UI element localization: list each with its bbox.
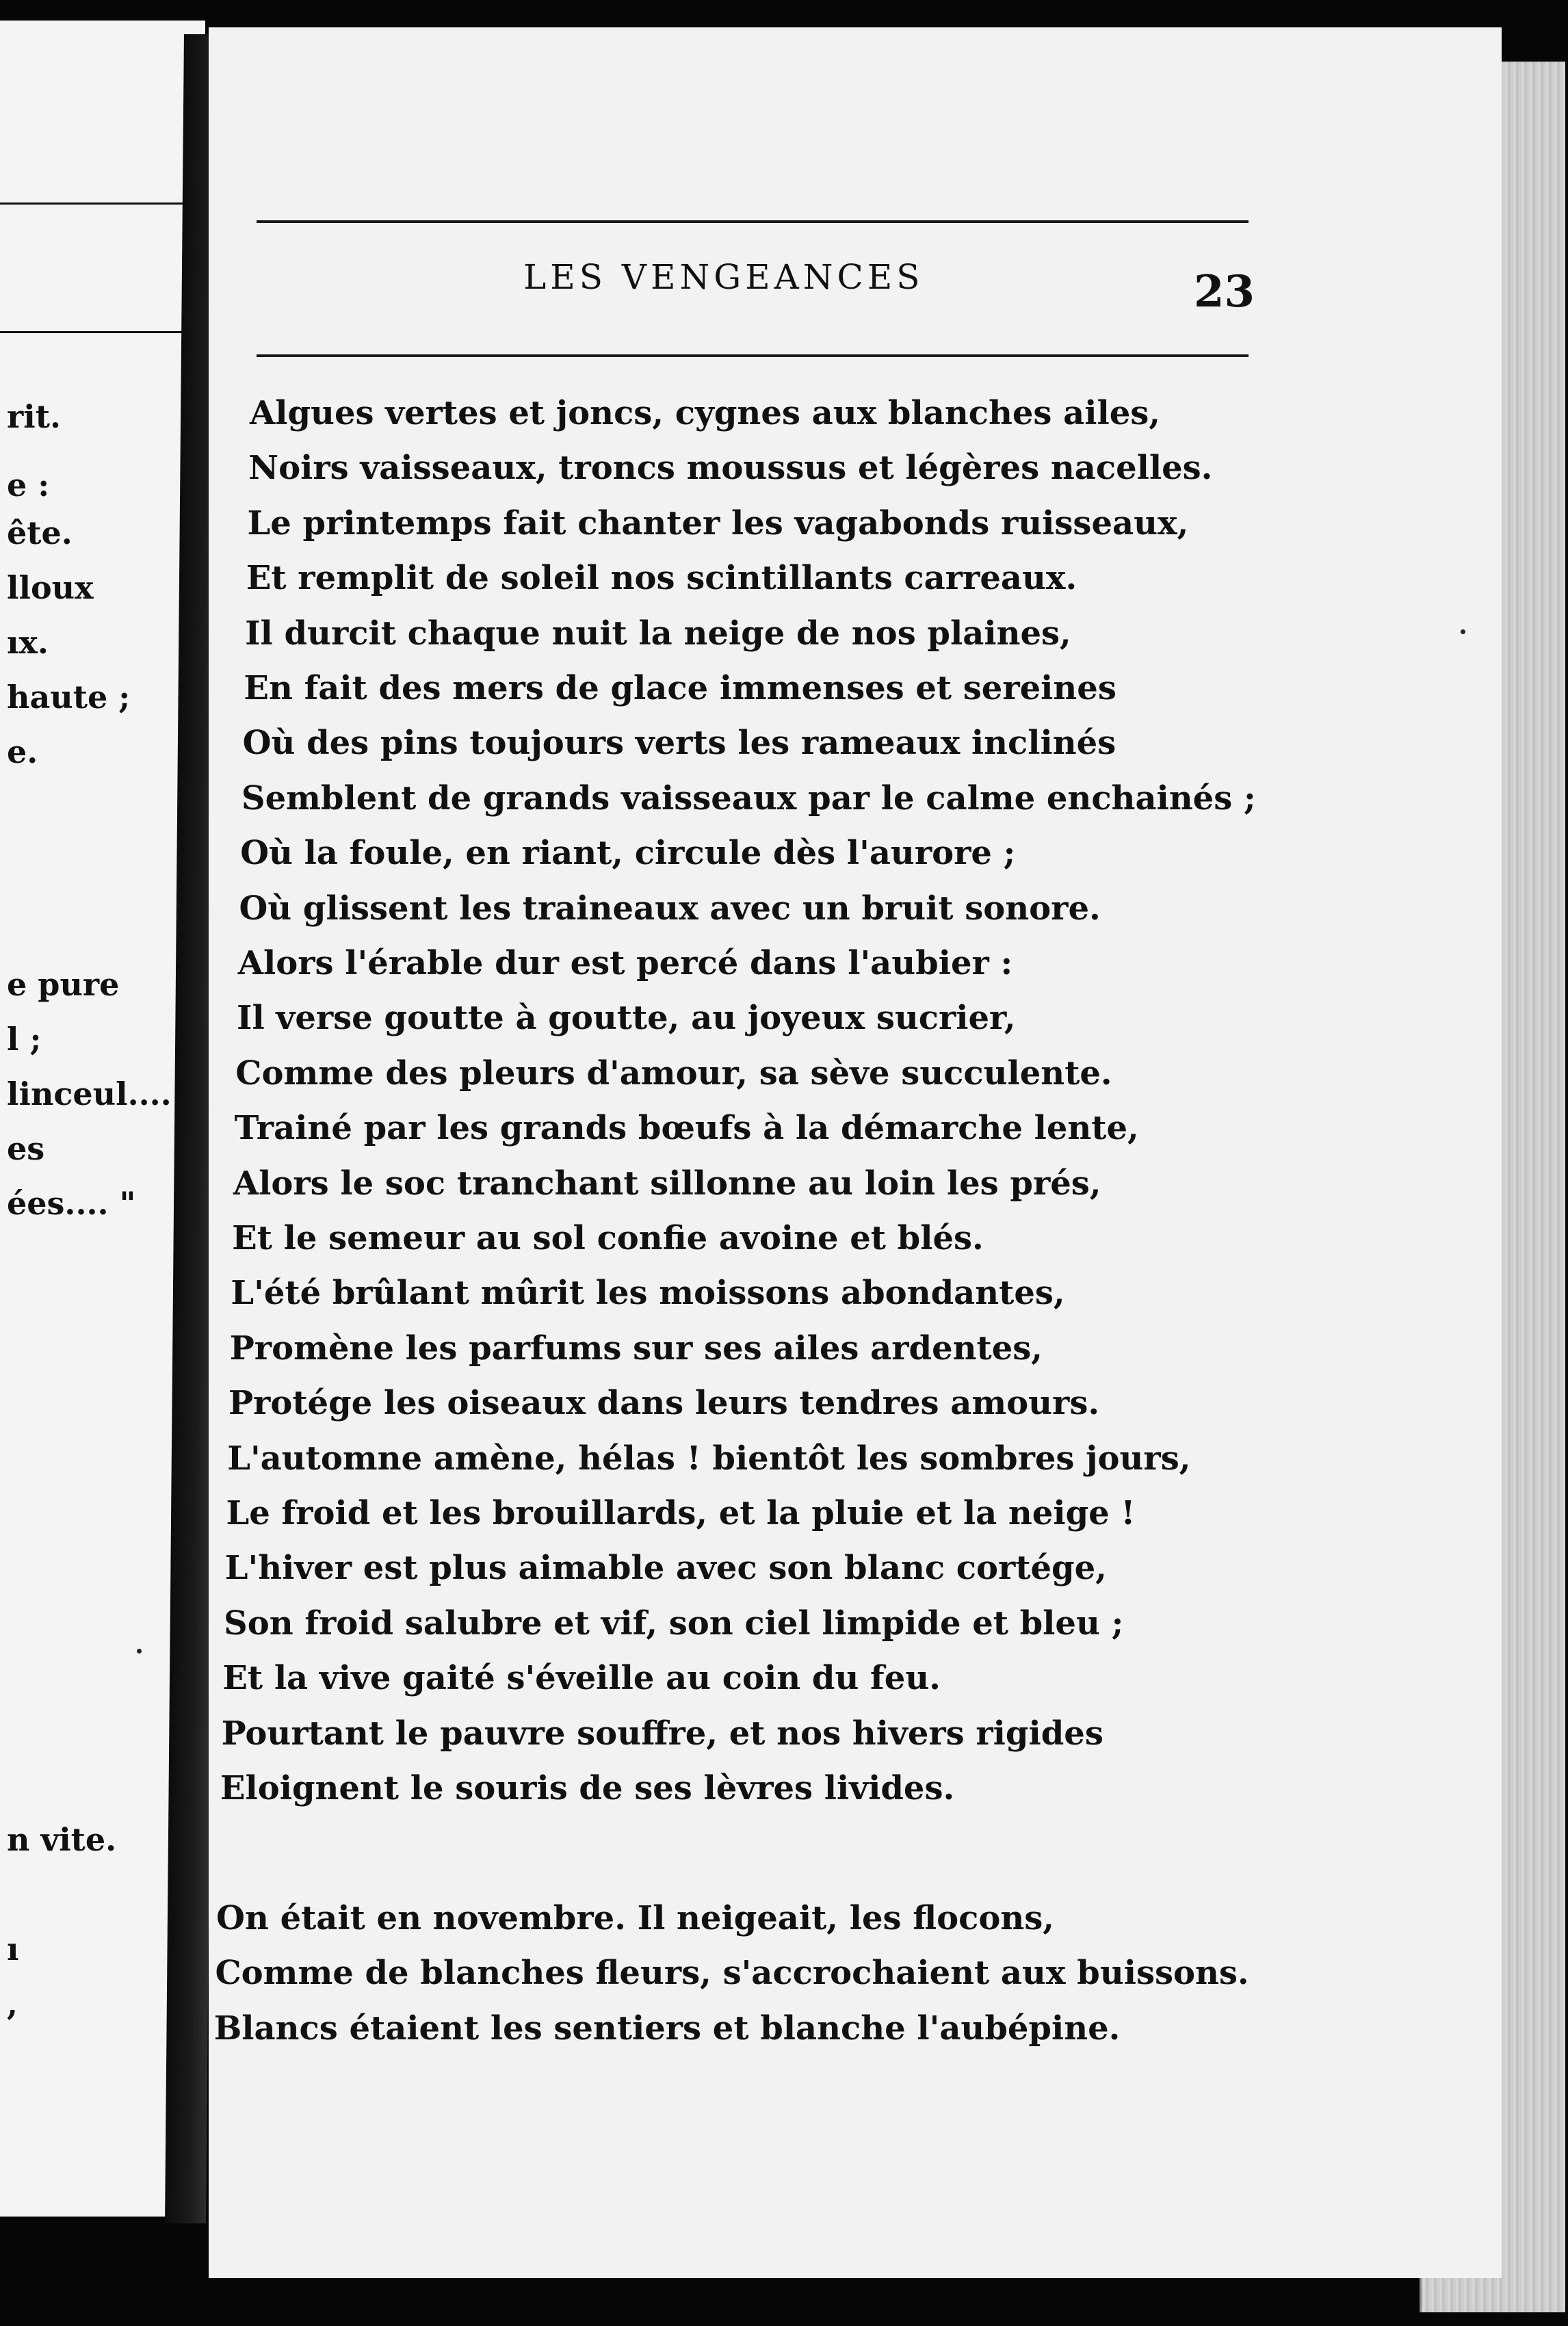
verse-line: Et remplit de soleil nos scintillants carreaux. bbox=[246, 559, 1077, 598]
verse-line: Pourtant le pauvre souffre, et nos hivers rigides bbox=[221, 1714, 1103, 1753]
verse-line: Eloignent le souris de ses lèvres livides. bbox=[220, 1769, 955, 1807]
left-page-top-rule bbox=[0, 202, 193, 205]
verse-line: Comme des pleurs d'amour, sa sève succulente. bbox=[235, 1054, 1112, 1093]
verse-line: Trainé par les grands bœufs à la démarche lente, bbox=[234, 1109, 1139, 1148]
left-page-fragment: ıx. bbox=[7, 624, 49, 661]
left-page-fragment: haute ; bbox=[7, 679, 131, 716]
verse-line: Son froid salubre et vif, son ciel limpide et bleu ; bbox=[224, 1604, 1124, 1643]
left-page-fragment: e pure bbox=[7, 966, 120, 1003]
verse-line: Protége les oiseaux dans leurs tendres amours. bbox=[228, 1384, 1100, 1423]
left-page-fragment: lloux bbox=[7, 569, 94, 606]
verse-line: L'hiver est plus aimable avec son blanc cortége, bbox=[224, 1549, 1107, 1588]
left-page-fragment: rit. bbox=[7, 398, 61, 435]
left-page-fragment: ées.... " bbox=[7, 1185, 136, 1222]
verse-line: Noirs vaisseaux, troncs moussus et légères nacelles. bbox=[248, 449, 1213, 488]
left-page-fragment: e : bbox=[7, 467, 50, 504]
ink-speck bbox=[137, 1649, 142, 1654]
verse-line: Promène les parfums sur ses ailes ardentes, bbox=[229, 1329, 1043, 1368]
left-page-fragment: ı bbox=[7, 1931, 19, 1968]
header-rule bbox=[257, 354, 1249, 357]
verse-line: Il verse goutte à goutte, au joyeux sucrier, bbox=[237, 999, 1016, 1038]
verse-line: Le printemps fait chanter les vagabonds ruisseaux, bbox=[247, 504, 1189, 543]
verse-line: On était en novembre. Il neigeait, les flocons, bbox=[216, 1899, 1055, 1937]
left-page-header-rule bbox=[0, 331, 193, 333]
page-number: 23 bbox=[1194, 266, 1255, 317]
verse-line: En fait des mers de glace immenses et sereines bbox=[244, 669, 1116, 707]
verse-line: Alors l'érable dur est percé dans l'aubier : bbox=[237, 944, 1013, 982]
verse-line: Semblent de grands vaisseaux par le calme enchainés ; bbox=[241, 779, 1256, 818]
top-rule bbox=[257, 220, 1249, 223]
verse-line: Alors le soc tranchant sillonne au loin les prés, bbox=[233, 1164, 1101, 1203]
left-page-fragment: ête. bbox=[7, 514, 73, 551]
left-page-fragment: , bbox=[7, 1985, 18, 2022]
left-page-fragment: n vite. bbox=[7, 1821, 117, 1858]
verse-line: Et le semeur au sol confie avoine et blés. bbox=[232, 1219, 984, 1257]
ink-speck bbox=[1461, 629, 1465, 634]
verse-line: Algues vertes et joncs, cygnes aux blanches ailes, bbox=[250, 394, 1160, 432]
verse-line: L'été brûlant mûrit les moissons abondantes, bbox=[231, 1274, 1065, 1313]
left-page-fragment: linceul.... bbox=[7, 1075, 172, 1112]
verse-line: Où des pins toujours verts les rameaux inclinés bbox=[242, 724, 1116, 763]
verse-line: Le froid et les brouillards, et la pluie et la neige ! bbox=[226, 1494, 1136, 1532]
left-page-fragment: l ; bbox=[7, 1021, 42, 1058]
verse-line: Où glissent les traineaux avec un bruit sonore. bbox=[239, 889, 1101, 928]
verse-line: Comme de blanches fleurs, s'accrochaient aux buissons. bbox=[215, 1954, 1249, 1993]
running-head: LES VENGEANCES bbox=[523, 257, 924, 297]
verse-line: Et la vive gaité s'éveille au coin du feu. bbox=[222, 1659, 941, 1698]
verse-line: L'automne amène, hélas ! bientôt les sombres jours, bbox=[227, 1439, 1191, 1478]
right-page bbox=[209, 27, 1502, 2278]
verse-line: Où la foule, en riant, circule dès l'aurore ; bbox=[240, 834, 1016, 873]
verse-line: Il durcit chaque nuit la neige de nos plaines, bbox=[245, 614, 1071, 653]
verse-line: Blancs étaient les sentiers et blanche l'aubépine. bbox=[213, 2009, 1121, 2048]
left-page-fragment: es bbox=[7, 1130, 45, 1167]
left-page-fragment: e. bbox=[7, 733, 38, 770]
